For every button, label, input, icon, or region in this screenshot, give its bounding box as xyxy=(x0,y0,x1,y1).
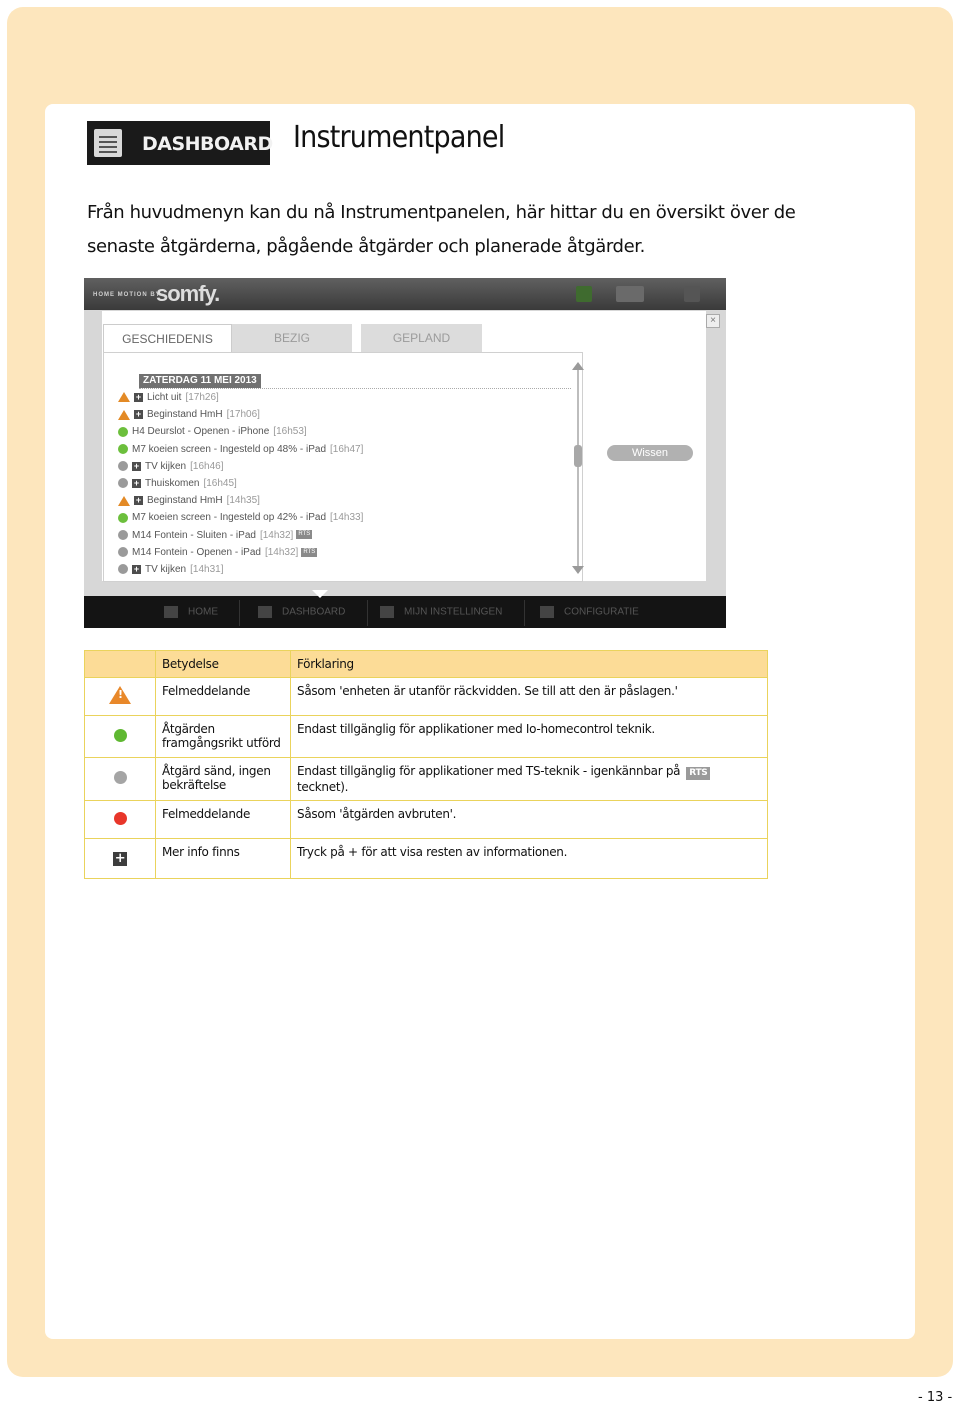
legend-row xyxy=(85,801,768,839)
warning-icon xyxy=(118,410,130,420)
warning-icon: ! xyxy=(109,686,131,704)
history-entry[interactable] xyxy=(118,492,260,509)
home-icon[interactable] xyxy=(616,286,644,302)
history-entry-time: [17h26] xyxy=(185,392,219,403)
history-entry-text: M7 koeien screen - Ingesteld op 42% - iPad xyxy=(132,512,326,524)
dashboard-list-icon xyxy=(258,606,272,618)
grey-dot-icon xyxy=(118,461,128,471)
tab-history[interactable]: GESCHIEDENIS xyxy=(103,324,232,353)
history-entry-time: [14h35] xyxy=(226,495,260,507)
page-title: Instrumentpanel xyxy=(293,120,505,155)
dashboard-badge xyxy=(87,121,273,165)
legend-header-icon-cell xyxy=(85,651,156,678)
scrollbar-thumb[interactable] xyxy=(574,445,582,467)
rts-badge: RTS xyxy=(298,531,311,538)
gear-icon xyxy=(540,606,554,618)
dashboard-badge-label: DASHBOARD xyxy=(142,133,273,155)
history-entry[interactable] xyxy=(118,544,317,561)
nav-settings-label: MIJN INSTELLINGEN xyxy=(404,606,503,618)
nav-configuration-label: CONFIGURATIE xyxy=(564,606,639,618)
green-dot-icon xyxy=(118,444,128,454)
nav-divider xyxy=(239,600,240,626)
history-entry-time: [16h46] xyxy=(190,460,224,472)
rts-badge: RTS xyxy=(303,548,316,555)
history-entry-text: Licht uit xyxy=(147,392,182,403)
legend-table xyxy=(84,650,768,879)
legend-icon-cell xyxy=(85,678,156,716)
nav-divider xyxy=(367,600,368,626)
rts-badge: RTS xyxy=(686,767,710,780)
brand-tagline: HOME MOTION BY xyxy=(93,292,161,298)
page-number: - 13 - xyxy=(918,1390,953,1405)
legend-explanation-suffix: tecknet). xyxy=(297,780,349,794)
legend-explanation-cell xyxy=(291,758,768,801)
scrollbar-track[interactable] xyxy=(577,370,579,570)
history-entry[interactable] xyxy=(118,406,260,423)
history-entry-time: [14h33] xyxy=(330,512,364,524)
notification-icon[interactable] xyxy=(576,286,592,302)
clear-button[interactable]: Wissen xyxy=(607,445,693,461)
grey-dot-icon xyxy=(114,771,127,784)
history-entry[interactable] xyxy=(118,458,224,475)
legend-row xyxy=(85,758,768,801)
legend-meaning: Mer info finns xyxy=(156,839,291,879)
tab-planned[interactable]: GEPLAND xyxy=(361,324,482,352)
history-entry-text: Thuiskomen xyxy=(145,478,200,489)
red-dot-icon xyxy=(114,812,127,825)
plus-icon[interactable]: + xyxy=(133,563,140,574)
plus-icon[interactable]: + xyxy=(133,460,140,471)
list-icon xyxy=(94,129,122,157)
scroll-down-arrow-icon[interactable] xyxy=(572,566,584,574)
green-dot-icon xyxy=(118,513,128,523)
nav-home-label: HOME xyxy=(188,606,218,618)
plus-icon[interactable]: + xyxy=(135,409,142,420)
history-entry-time: [16h47] xyxy=(330,443,364,455)
panel-close-icon[interactable]: × xyxy=(706,314,720,328)
legend-row xyxy=(85,839,768,879)
legend-header-row xyxy=(85,651,768,678)
plus-icon: + xyxy=(114,851,126,866)
close-icon[interactable] xyxy=(684,286,700,302)
history-entry-text: M14 Fontein - Openen - iPad xyxy=(132,546,261,558)
legend-meaning: Åtgärden framgångsrikt utförd xyxy=(156,716,291,758)
tab-in-progress[interactable]: BEZIG xyxy=(232,324,352,352)
history-entry[interactable] xyxy=(118,509,363,526)
grey-dot-icon xyxy=(118,547,128,557)
plus-icon[interactable]: + xyxy=(133,477,140,488)
legend-meaning: Felmeddelande xyxy=(156,678,291,716)
bottom-navigation xyxy=(84,596,726,628)
grey-dot-icon xyxy=(118,478,128,488)
legend-row xyxy=(85,716,768,758)
legend-explanation: Endast tillgänglig för applikationer med TS-teknik - igenkännbar på xyxy=(297,764,681,778)
active-nav-indicator xyxy=(312,590,328,598)
warning-icon xyxy=(118,496,130,506)
history-entry-time: [17h06] xyxy=(226,409,260,421)
history-entry-time: [14h32] xyxy=(264,546,299,558)
history-entry-time: [14h31] xyxy=(190,564,224,575)
legend-icon-cell xyxy=(85,839,156,879)
history-entry[interactable] xyxy=(118,475,237,492)
history-entry-time: [16h45] xyxy=(203,478,237,489)
legend-icon-cell xyxy=(85,801,156,839)
nav-home[interactable] xyxy=(164,606,218,618)
nav-divider xyxy=(524,600,525,626)
scroll-up-arrow-icon[interactable] xyxy=(572,362,584,370)
legend-row xyxy=(85,678,768,716)
somfy-logo: somfy. xyxy=(156,281,220,306)
history-entry-text: M7 koeien screen - Ingesteld op 48% - iPad xyxy=(132,443,326,455)
green-dot-icon xyxy=(118,427,128,437)
legend-explanation: Tryck på + för att visa resten av informationen. xyxy=(291,839,768,879)
dashboard-screenshot xyxy=(84,278,726,628)
history-entry-text: Beginstand HmH xyxy=(147,495,223,507)
app-topbar xyxy=(84,278,726,310)
nav-dashboard-label: DASHBOARD xyxy=(282,606,346,618)
history-entry[interactable] xyxy=(118,423,307,440)
legend-meaning: Åtgärd sänd, ingen bekräftelse xyxy=(156,758,291,801)
house-icon xyxy=(164,606,178,618)
legend-explanation: Såsom 'enheten är utanför räckvidden. Se till att den är påslagen.' xyxy=(291,678,768,716)
history-entry[interactable] xyxy=(118,389,219,406)
legend-explanation: Endast tillgänglig för applikationer med Io-homecontrol teknik. xyxy=(291,716,768,758)
legend-explanation: Såsom 'åtgärden avbruten'. xyxy=(291,801,768,839)
history-entry[interactable] xyxy=(118,441,363,458)
green-dot-icon xyxy=(114,729,127,742)
history-entry-text: TV kijken xyxy=(145,564,187,575)
plus-icon[interactable]: + xyxy=(135,495,142,506)
legend-icon-cell xyxy=(85,716,156,758)
history-entry-text: H4 Deurslot - Openen - iPhone xyxy=(132,426,270,438)
history-entry-text: Beginstand HmH xyxy=(147,409,223,421)
user-icon xyxy=(380,606,394,618)
history-entry-time: [14h32] xyxy=(259,529,294,541)
history-entry[interactable] xyxy=(118,561,224,578)
nav-settings[interactable] xyxy=(380,606,502,618)
nav-dashboard[interactable] xyxy=(258,606,345,618)
legend-header-meaning: Betydelse xyxy=(156,651,291,678)
grey-dot-icon xyxy=(118,530,128,540)
history-entry[interactable] xyxy=(118,527,312,544)
nav-configuration[interactable] xyxy=(540,606,639,618)
legend-meaning: Felmeddelande xyxy=(156,801,291,839)
intro-paragraph: Från huvudmenyn kan du nå Instrumentpanelen, här hittar du en översikt över de senaste åtgärderna, pågående åtgärder och planerade åtgärder. xyxy=(87,202,796,257)
history-entry-time: [16h53] xyxy=(273,426,307,438)
grey-dot-icon xyxy=(118,564,128,574)
history-entry-text: TV kijken xyxy=(145,460,187,472)
legend-icon-cell xyxy=(85,758,156,801)
plus-icon[interactable]: + xyxy=(135,391,142,402)
legend-header-explanation: Förklaring xyxy=(291,651,768,678)
warning-icon xyxy=(118,392,130,402)
history-date-header: ZATERDAG 11 MEI 2013 xyxy=(139,374,261,388)
history-entry-text: M14 Fontein - Sluiten - iPad xyxy=(132,529,256,541)
